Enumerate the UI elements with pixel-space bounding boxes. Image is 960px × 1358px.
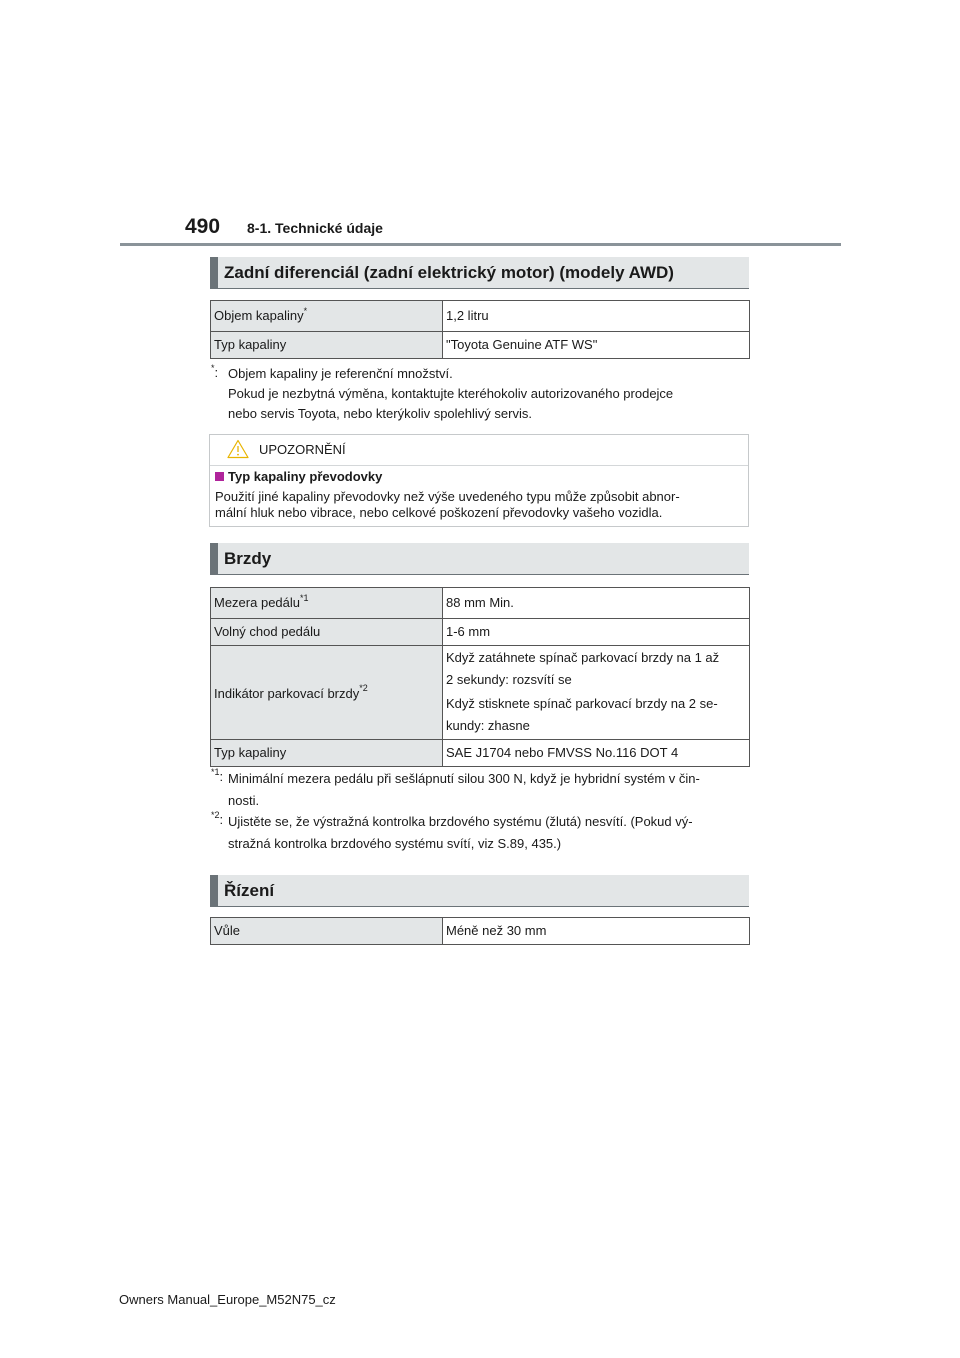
footnote-line: Pokud je nezbytná výměna, kontaktujte kteréhokoliv autorizovaného prodejce: [228, 386, 674, 401]
cell-line: Když stisknete spínač parkovací brzdy na 2 se-: [446, 696, 718, 711]
warning-triangle-icon: [227, 439, 249, 459]
footnote-colon: :: [214, 365, 219, 380]
warning-subheading-text: Typ kapaliny převodovky: [228, 469, 383, 484]
warning-line: Použití jiné kapaliny převodovky než výše uvedeného typu může způsobit abnor-: [215, 489, 680, 504]
heading-accent-bar: [210, 257, 218, 288]
table-value-cell: SAE J1704 nebo FMVSS No.116 DOT 4: [443, 740, 750, 767]
differential-footnote: [211, 363, 751, 424]
table-value-cell: Méně než 30 mm: [443, 918, 750, 945]
section-label: 8-1. Technické údaje: [247, 220, 383, 236]
table-value-cell: 88 mm Min.: [443, 588, 750, 619]
table-value-cell: 1-6 mm: [443, 619, 750, 646]
footnote-line: Ujistěte se, že výstražná kontrolka brzdového systému (žlutá) nesvítí. (Pokud vý-: [228, 814, 693, 829]
footnote-marker: [211, 363, 218, 383]
table-key-cell: [211, 646, 443, 740]
table-key-cell: [211, 619, 443, 646]
heading-accent-bar: [210, 875, 218, 906]
cell-line: 2 sekundy: rozsvítí se: [446, 672, 572, 687]
heading-accent-bar: [210, 543, 218, 574]
differential-table: [210, 300, 750, 359]
footnote-line: nosti.: [228, 793, 260, 808]
table-key-cell: [211, 588, 443, 619]
warning-title: UPOZORNĚNÍ: [259, 442, 346, 457]
square-bullet-icon: [215, 472, 224, 481]
footnote-line: Minimální mezera pedálu při sešlápnutí silou 300 N, když je hybridní systém v čin-: [228, 771, 700, 786]
row-label: Typ kapaliny: [214, 745, 287, 760]
footnote-line: nebo servis Toyota, nebo kterýkoliv spolehlivý servis.: [228, 406, 532, 421]
row-label: Volný chod pedálu: [214, 624, 321, 639]
brakes-footnote-1: [211, 767, 751, 811]
table-key-cell: [211, 301, 443, 332]
cell-line: Když zatáhnete spínač parkovací brzdy na 1 až: [446, 650, 720, 665]
warning-header: [210, 435, 748, 466]
page-number: 490: [185, 215, 221, 238]
header-rule: [120, 243, 841, 246]
footnote-marker: [211, 767, 223, 787]
table-value-cell: "Toyota Genuine ATF WS": [443, 332, 750, 359]
brakes-footnote-2: [211, 810, 751, 854]
warning-box: [209, 434, 749, 527]
table-row: [211, 740, 750, 767]
row-label: Typ kapaliny: [214, 337, 287, 352]
footnote-mark: *2: [211, 809, 220, 820]
footnote-colon: :: [219, 812, 224, 827]
table-key-cell: [211, 918, 443, 945]
table-value-cell: [443, 646, 750, 740]
warning-line: mální hluk nebo vibrace, nebo celkové poškození převodovky vašeho vozidla.: [215, 505, 663, 520]
steering-heading-text: Řízení: [224, 881, 275, 900]
footnote-mark: *1: [300, 592, 309, 603]
differential-heading: [210, 257, 749, 289]
table-row: [211, 332, 750, 359]
row-label: Objem kapaliny: [214, 308, 304, 323]
warning-subheading: [215, 469, 382, 485]
differential-heading-text: Zadní diferenciál (zadní elektrický motor) (modely AWD): [224, 263, 674, 282]
steering-heading: [210, 875, 749, 907]
footnote-mark: *: [211, 362, 215, 373]
table-row: [211, 301, 750, 332]
table-key-cell: [211, 740, 443, 767]
footer-text: Owners Manual_Europe_M52N75_cz: [119, 1292, 336, 1307]
row-label: Vůle: [214, 923, 241, 938]
footnote-line: stražná kontrolka brzdového systému svítí, viz S.89, 435.): [228, 836, 562, 851]
cell-line: kundy: zhasne: [446, 718, 530, 733]
footnote-mark: *: [303, 305, 308, 316]
footnote-line: Objem kapaliny je referenční množství.: [228, 366, 453, 381]
table-key-cell: [211, 332, 443, 359]
table-row: [211, 588, 750, 619]
brakes-heading-text: Brzdy: [224, 549, 272, 568]
footnote-marker: [211, 810, 223, 830]
table-row: [211, 918, 750, 945]
table-value-cell: 1,2 litru: [443, 301, 750, 332]
warning-text: [215, 489, 745, 521]
row-label: Mezera pedálu: [214, 595, 300, 610]
table-row: [211, 646, 750, 740]
steering-table: [210, 917, 750, 945]
table-row: [211, 619, 750, 646]
brakes-heading: [210, 543, 749, 575]
footnote-mark: *1: [211, 766, 220, 777]
footnote-mark: *2: [359, 683, 368, 694]
brakes-table: [210, 587, 750, 767]
footnote-colon: :: [219, 769, 224, 784]
row-label: Indikátor parkovací brzdy: [214, 685, 360, 701]
